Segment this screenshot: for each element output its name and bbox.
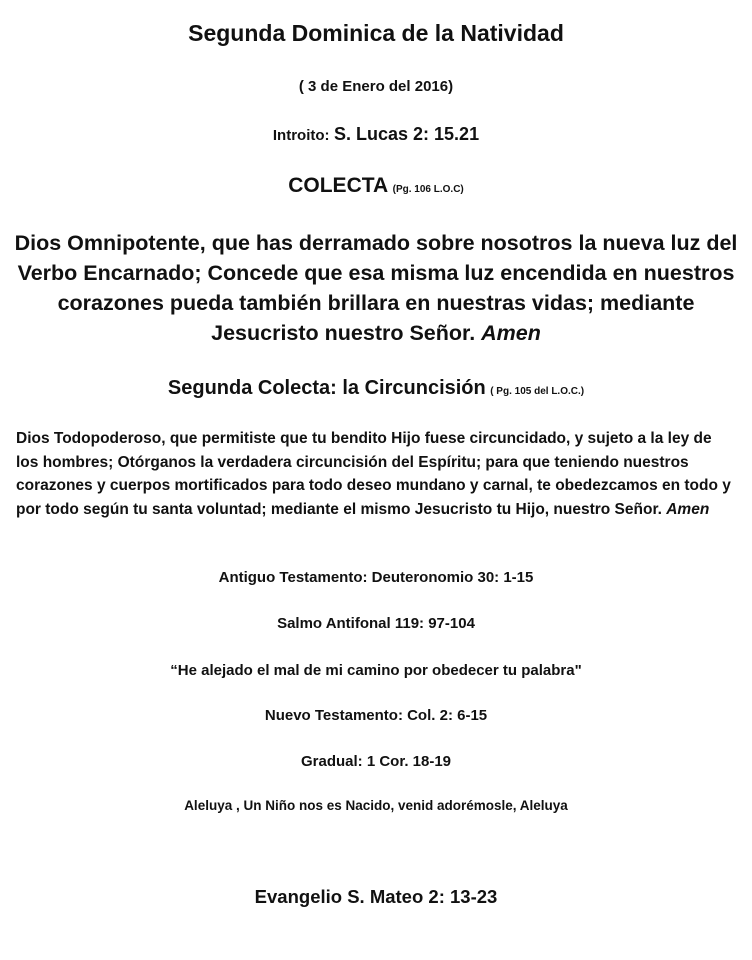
introit-reference: S. Lucas 2: 15.21 xyxy=(334,124,480,144)
segunda-colecta-amen: Amen xyxy=(666,500,710,518)
colecta-text xyxy=(14,228,738,348)
page-title: Segunda Dominica de la Natividad xyxy=(188,20,564,46)
colecta-page-ref: (Pg. 106 L.O.C) xyxy=(392,184,464,195)
gradual-reading: Gradual: 1 Cor. 18-19 xyxy=(300,753,452,770)
psalm-antiphon: “He alejado el mal de mi camino por obedecer tu palabra" xyxy=(170,662,582,679)
segunda-colecta-heading: Segunda Colecta: la Circuncisión xyxy=(167,377,486,399)
service-date: ( 3 de Enero del 2016) xyxy=(298,78,454,95)
introit-line xyxy=(0,124,752,145)
segunda-colecta-page-ref: ( Pg. 105 del L.O.C.) xyxy=(490,386,585,397)
segunda-colecta-text xyxy=(16,427,738,521)
segunda-colecta-heading-line xyxy=(0,377,752,400)
introit-label: Introito: xyxy=(272,127,330,144)
colecta-amen: Amen xyxy=(481,321,541,345)
psalm-reading: Salmo Antifonal 119: 97-104 xyxy=(277,615,475,632)
segunda-colecta-body: Dios Todopoderoso, que permitiste que tu bendito Hijo fuese circuncidado, y sujeto a la ley de los hombres; Otórganos la verdadera circuncisión del Espíritu; para que teniendo nuestros corazones y cuerpos mortificados para todo deseo mundano y carnal, te obedezcamos en todo y por todo según tu santa voluntad; mediante el mismo Jesucristo tu Hijo, nuestro Señor. xyxy=(16,430,731,518)
old-testament-reading: Antiguo Testamento: Deuteronomio 30: 1-15 xyxy=(218,569,534,586)
colecta-body: Dios Omnipotente, que has derramado sobre nosotros la nueva luz del Verbo Encarnado; Concede que esa misma luz encendida en nuestros corazones pueda también brillara en nuestras vidas; mediante Jesucristo nuestro Señor. xyxy=(14,231,738,345)
colecta-heading-line xyxy=(0,174,752,198)
colecta-heading: COLECTA xyxy=(288,174,389,197)
alleluia-verse: Aleluya , Un Niño nos es Nacido, venid adorémosle, Aleluya xyxy=(184,798,568,813)
new-testament-reading: Nuevo Testamento: Col. 2: 6-15 xyxy=(264,707,488,724)
gospel-reading: Evangelio S. Mateo 2: 13-23 xyxy=(254,886,498,907)
